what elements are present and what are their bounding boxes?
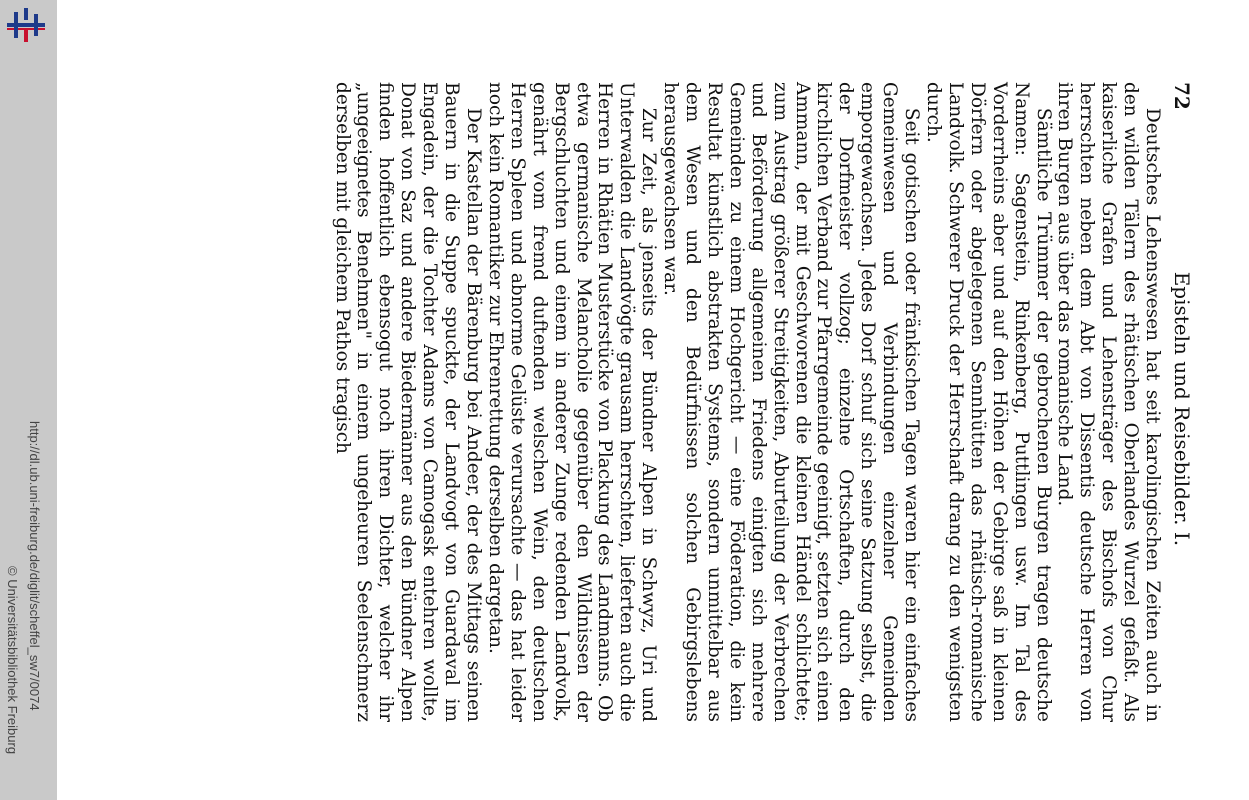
paragraph-1: Deutsches Lehenswesen hat seit karolingischen Zeiten auch in den wilden Tälern des rhätischen Oberlandes Wurzel gefaßt. Als kaiserliche Grafen und Lehensträger des Bischofs von Chur herrschten neben dem Abt von Dissentis deutsche Herren von ihren Burgen aus über das romanische Land. bbox=[1054, 82, 1164, 722]
page-number: 72 bbox=[1170, 82, 1194, 110]
paragraph-2: Sämtliche Trümmer der gebrochenen Burgen tragen deutsche Namen: Sagenstein, Rinkenberg, Puttlingen usw. Im Tal des Vorderrheins aber und auf den Höhen der Gebirge saß in kleinen Dörfern oder abgelegenen Sennhütten das rhätisch-romanische Landvolk. Schwerer Druck der Herrschaft drang zu den wenigsten durch. bbox=[923, 82, 1054, 722]
paragraph-4: Zur Zeit, als jenseits der Bündner Alpen in Schwyz, Uri und Unterwalden die Landvögte grausam herrschten, lieferten auch die Herren in Rhätien Musterstücke von Plackung des Landmanns. Ob etwa germanische Melancholie gegenüber den Wildnissen der Bergschluchten und einem in anderer Zunge redenden Landvolk, genährt vom fremd duftenden welschen Wein, den deutschen Herren Spleen und abnorme Gelüste verursachte — das hat leider noch kein Romantiker zur Ehrenrettung derselben dargetan. bbox=[484, 82, 660, 722]
viewer-sidebar bbox=[0, 0, 57, 800]
page-header bbox=[1170, 82, 1192, 722]
paragraph-3: Seit gotischen oder fränkischen Tagen waren hier ein einfaches Gemeinwesen und Verbindungen einzelner Gemeinden emporgewachsen. Jedes Dorf schuf sich seine Satzung selbst, die der Dorfmeister vollzog; einzelne Ortschaften, durch den kirchlichen Verband zur Pfarrgemeinde geeinigt, setzten sich einen Ammann, der mit Geschworenen die kleinen Händel schlichtete; zum Austrag größerer Streitigkeiten, Aburteilung der Verbrechen und Beförderung allgemeinen Friedens einigten sich mehrere Gemeinden zu einem Hochgericht — eine Föderation, die kein Resultat künstlich abstrakten Systems, sondern unmittelbar aus dem Wesen und den Bedürfnissen solchen Gebirgslebens herausgewachsen war. bbox=[660, 82, 923, 722]
university-library-logo-icon bbox=[4, 6, 48, 44]
source-url[interactable]: http://dl.ub.uni-freiburg.de/diglit/scheffel_sw7/0074 bbox=[27, 421, 42, 711]
page-text-block bbox=[202, 82, 1192, 722]
scanned-page bbox=[57, 0, 1249, 800]
copyright-notice: © Universitätsbibliothek Freiburg bbox=[5, 566, 20, 755]
running-title: Episteln und Reisebilder. I. bbox=[1170, 271, 1194, 547]
paragraph-5: Der Kastellan der Bärenburg bei Andeer, der des Mittags seinen Bauern in die Suppe spuckte, der Landvogt von Guardaval im Engadein, der die Tochter Adams von Camogask entehren wollte, Donat von Saz und andere Biedermänner aus den Bündner Alpen finden hoffentlich ebensogut noch ihren Dichter, welcher ihr „ungeeignetes Benehmen" in einem ungeheuren Seelenschmerz derselben mit gleichem Pathos tragisch bbox=[331, 82, 484, 722]
